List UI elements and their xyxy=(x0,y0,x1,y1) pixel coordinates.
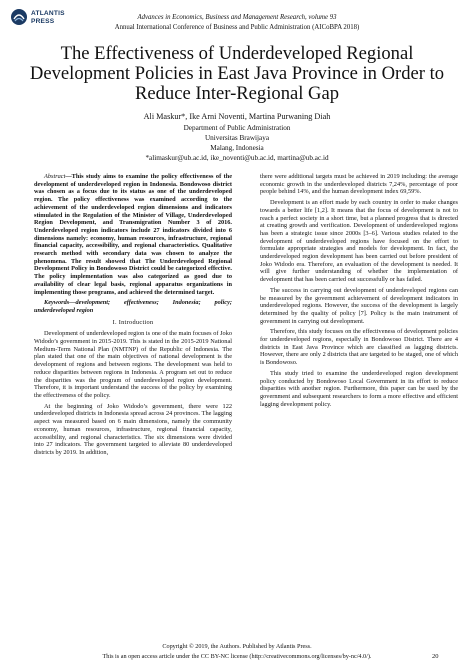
affiliation-city: Malang, Indonesia xyxy=(210,144,264,152)
body-paragraph-5: This study tried to examine the underdeveloped region development policy conducted by Bondowoso Local Government in its effort to reduce disparities with another region. Furthermore, this paper can be used by the government and subsequent researchers to form a more effective and efficient lagging development policy. xyxy=(260,369,458,408)
keywords-label: Keywords xyxy=(44,299,70,307)
right-column xyxy=(260,173,458,411)
intro-paragraph-2: At the beginning of Joko Widodo’s government, there were 122 underdeveloped districts in Indonesia spread across 24 provinces. The lagging aspect was measured based on 6 main dimensions, namely the community economy, human resources, infrastructure, regional financial capacity, accessibility, and regional characteristics. The six dimensions were divided into 27 indicators. The government targeted to alleviate 80 underdeveloped districts by 2019. In addition, xyxy=(34,402,232,456)
conference-name: Annual International Conference of Business and Public Administration (AICoBPA 2018) xyxy=(114,24,360,31)
body-paragraph-2: Development is an effort made by each country in order to make changes towards a better life [1,2]. It means that the focus of development is not to reach a perfect society in a short time, but a planned progress that is directed at creating growth and verification. Development of underdeveloped regions has been a strategic issue since 2000s [3–6]. Various studies related to the development of underdeveloped regions have focused on the effort to formulate appropriate strategies and models for development. In fact, the underdeveloped region development has been carried out before president of Joko Widodo era. Therefore, an evaluation of the development is needed. It will give further understanding of whether the implementation of development that has been carried out successfully or has failed. xyxy=(260,199,458,284)
logo-text-line2: PRESS xyxy=(31,18,55,25)
journal-name: Advances in Economics, Business and Management Research, volume 93 xyxy=(137,14,337,21)
author-emails: *alimaskur@ub.ac.id, ike_noventi@ub.ac.id, martina@ub.ac.id xyxy=(145,154,329,162)
affiliation-university: Universitas Brawijaya xyxy=(204,134,270,142)
abstract-label: Abstract xyxy=(44,173,66,180)
paper-title: The Effectiveness of Underdeveloped Regional Development Policies in East Java Province in Order to Reduce Inter-Regional Gap xyxy=(29,43,445,104)
page-number: 20 xyxy=(432,653,439,660)
author-list: Ali Maskur*, Ike Arni Noventi, Martina Purwaning Diah xyxy=(143,112,331,121)
footer-copyright: Copyright © 2019, the Authors. Published by Atlantis Press. xyxy=(162,643,312,650)
logo-text-line1: ATLANTIS xyxy=(31,10,65,17)
footer-license: This is an open access article under the CC BY-NC license (http://creativecommons.org/licenses/by-nc/4.0/). xyxy=(102,653,372,660)
intro-paragraph-1: Development of underdeveloped region is one of the main focuses of Joko Widodo’s government in 2015-2019. This is stated in the 2015-2019 National Medium-Term National Plan (NMTNP) of the Republic of Indonesia. The plan stated that one of the main objectives of national development is the development of regions and between regions. The development was held to reduce disparities between regions in Indonesia. A program set out to reduce the disparities was the program of underdeveloped region development. Therefore, it is important understand the success of the policy by examining the effectiveness of the policy. xyxy=(34,330,232,399)
left-column xyxy=(34,173,232,460)
keywords-text: —development; effectiveness; Indonesia; policy; underdeveloped region xyxy=(34,299,232,314)
body-paragraph-4: Therefore, this study focuses on the effectiveness of development policies for underdeveloped regions, especially in Bondowoso District. There are 4 districts in East Java Province which are classified as lagging districts. However, there are only 2 districts that are targeted to be staged, one of which is Bondowoso. xyxy=(260,328,458,367)
abstract xyxy=(34,173,232,296)
body-paragraph-1: there were additional targets must be achieved in 2019 including: the average economic growth in the underdeveloped districts 7,24%, percentage of poor people behind 14%, and the human development index 69,59%. xyxy=(260,173,458,196)
abstract-text: —This study aims to examine the policy effectiveness of the development of underdeveloped region in Indonesia. Bondowoso district was chosen as a focus due to its status as one of the underdeveloped region. The policy effectiveness was examined according to the achievement of the underdeveloped region dimensions and indicators stimulated in the Regulation of the Minister of Village, Underdeveloped Region Development, and Transmigration Number 3 of 2016. Underdeveloped region indicators include 27 indicators divided into 6 dimensions namely: economy, human resources, infrastructure, regional financial capacity, accessibility, and regional characteristics. Qualitative research method with secondary data was chosen to analyze the phenomena. The result showed that The Underdeveloped Regional Development Policy in Bondowoso District could be categorized effective. The policy implementation was also categorized as good due to availability of clear legal basis, regional apparatus organizations in implementing those programs, and achieved the determined target. xyxy=(34,173,232,296)
section-heading-introduction: I. Introduction xyxy=(112,318,154,326)
affiliation-department: Department of Public Administration xyxy=(183,124,291,132)
body-paragraph-3: The success in carrying out development of underdeveloped regions can be measured by the government achievement of development indicators in underdeveloped regions. However, the success of the development is largely determined by the quality of policy [7]. Policy is the main instrument of government in carrying out development. xyxy=(260,286,458,325)
keywords xyxy=(34,299,232,314)
